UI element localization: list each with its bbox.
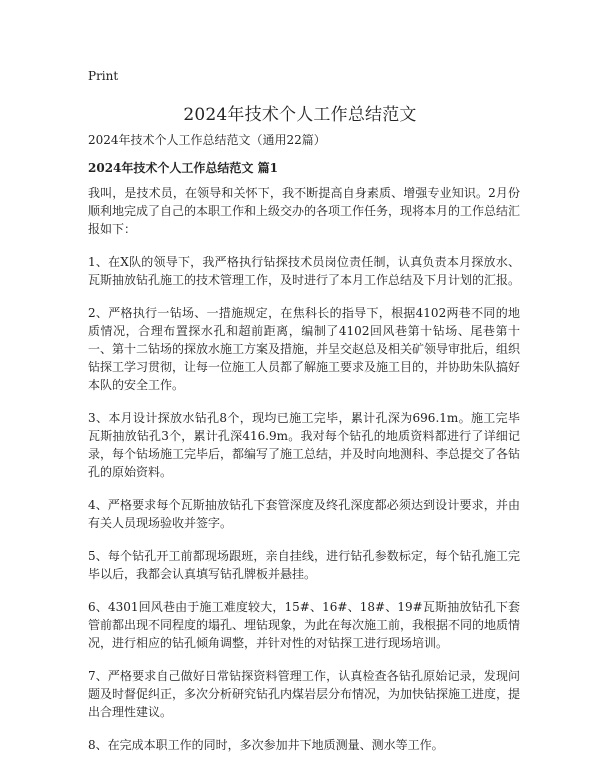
document-subtitle: 2024年技术个人工作总结范文（通用22篇） bbox=[88, 133, 326, 147]
paragraph-item-2: 2、严格执行一钻场、一措施规定，在焦科长的指导下，根据4102两巷不同的地质情况，合理布置探水孔和超前距离，编制了4102回风巷第十钻场、尾巷第十一、第十二钻场的探放水施工方案及措施，并呈交赵总及相关矿领导审批后，组织钻探工学习贯彻，让每一位施工人员都了解施工要求及施工目的，并协助朱队搞好本队的安全工作。 bbox=[88, 306, 521, 392]
paragraph-item-4: 4、严格要求每个瓦斯抽放钻孔下套管深度及终孔深度都必须达到设计要求，并由有关人员现场验收并签字。 bbox=[88, 498, 520, 530]
paragraph-item-1: 1、在X队的领导下，我严格执行钻探技术员岗位责任制，认真负责本月探放水、瓦斯抽放钻孔施工的技术管理工作，及时进行了本月工作总结及下月计划的汇报。 bbox=[88, 255, 521, 287]
document-title: 2024年技术个人工作总结范文 bbox=[183, 105, 417, 125]
paragraph-item-6: 6、4301回风巷由于施工难度较大，15#、16#、18#、19#瓦斯抽放钻孔下套管前都出现不同程度的塌孔、埋钻现象，为此在每次施工前，我根据不同的地质情况，进行相应的钻孔倾角调整，并针对性的对钻探工进行现场培训。 bbox=[88, 600, 521, 650]
section-heading: 2024年技术个人工作总结范文 篇1 bbox=[88, 161, 278, 175]
paragraph-item-3: 3、本月设计探放水钻孔8个，现均已施工完毕，累计孔深为696.1m。施工完毕瓦斯抽放钻孔3个，累计孔深416.9m。我对每个钻孔的地质资料都进行了详细记录，每个钻场施工完毕后，都编写了施工总结，并及时向地测科、李总提交了各钻孔的原始资料。 bbox=[88, 411, 521, 479]
print-link[interactable]: Print bbox=[88, 69, 119, 83]
paragraph-item-7: 7、严格要求自己做好日常钻探资料管理工作，认真检查各钻孔原始记录，发现问题及时督促纠正，多次分析研究钻孔内煤岩层分布情况，为加快钻探施工进度，提出合理性建议。 bbox=[88, 669, 521, 719]
paragraph-intro: 我叫，是技术员，在领导和关怀下，我不断提高自身素质、增强专业知识。2月份顺利地完成了自己的本职工作和上级交办的各项工作任务，现将本月的工作总结汇报如下： bbox=[88, 186, 521, 236]
paragraph-item-5: 5、每个钻孔开工前都现场跟班，亲自挂线，进行钻孔参数标定，每个钻孔施工完毕以后，我都会认真填写钻孔牌板并悬挂。 bbox=[88, 549, 520, 581]
document-body bbox=[88, 184, 520, 769]
paragraph-item-8: 8、在完成本职工作的同时，多次参加井下地质测量、测水等工作。 bbox=[88, 738, 444, 752]
